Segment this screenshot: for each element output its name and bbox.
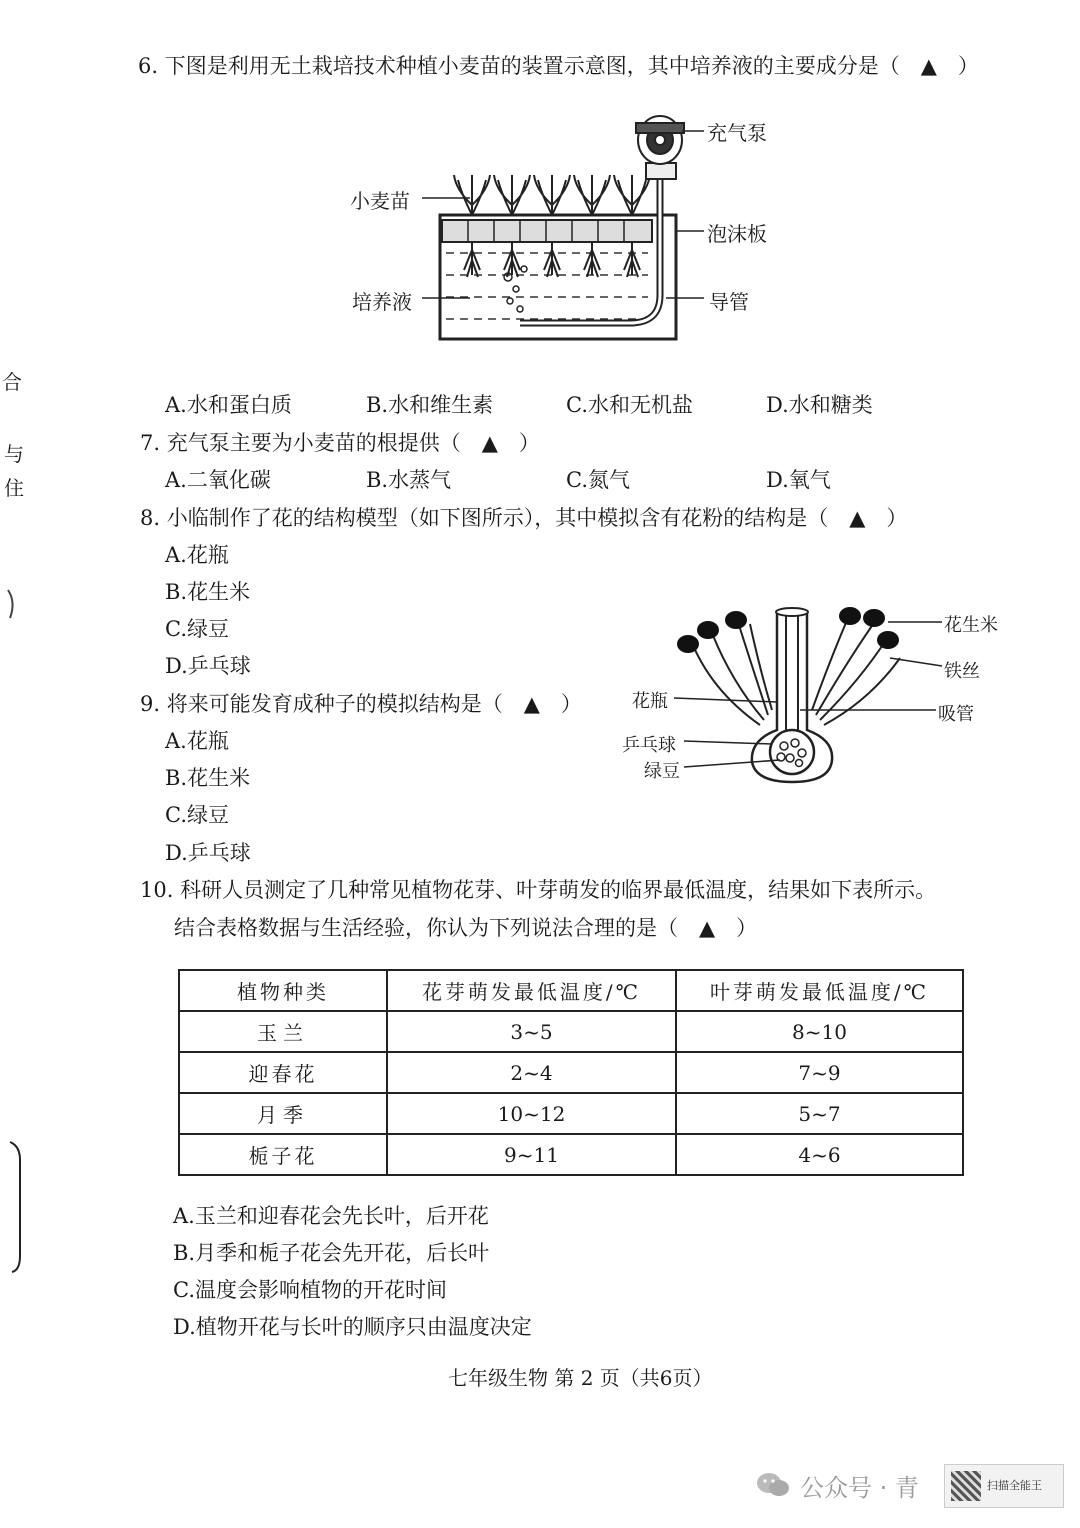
table-cell: 玉兰 [179,1011,387,1052]
label-solution: 培养液 [352,290,412,314]
q6-option-c: C.水和无机盐 [566,393,693,417]
q8-option-d: D.乒乓球 [165,654,251,678]
margin-char: 住 [4,476,24,500]
label-wire: 铁丝 [944,661,980,682]
q9-option-b: B.花生米 [165,766,251,790]
q8-stem: 8. 小临制作了花的结构模型（如下图所示），其中模拟含有花粉的结构是（ ▲ ） [140,506,908,530]
table-cell: 2~4 [387,1052,676,1093]
air-pump [636,116,684,179]
q6-option-a: A.水和蛋白质 [165,393,292,417]
table-cell: 4~6 [676,1134,963,1175]
table-cell: 栀子花 [179,1134,387,1175]
q9-stem: 9. 将来可能发育成种子的模拟结构是（ ▲ ） [140,692,582,716]
table-cell: 10~12 [387,1093,676,1134]
q9-option-d: D.乒乓球 [165,841,251,865]
table-header: 花芽萌发最低温度/℃ [387,970,676,1011]
margin-binding-marks [0,580,30,1280]
q7-option-b: B.水蒸气 [366,468,452,492]
margin-char: 合 [2,370,22,394]
table-row [179,1052,963,1093]
watermark-text: 公众号 · 青 [800,1474,919,1502]
table-row [179,1093,963,1134]
q9-option-c: C.绿豆 [165,803,229,827]
table-cell: 月季 [179,1093,387,1134]
label-mungbean: 绿豆 [644,761,680,782]
q10-stem-line1: 10. 科研人员测定了几种常见植物花芽、叶芽萌发的临界最低温度，结果如下表所示。 [140,878,937,902]
q7-option-d: D.氧气 [766,468,831,492]
q6-stem: 6. 下图是利用无土栽培技术种植小麦苗的装置示意图，其中培养液的主要成分是（ ▲ ） [138,54,979,78]
scanner-badge-label: 扫描全能王 [987,1479,1042,1492]
q10-option-d: D.植物开花与长叶的顺序只由温度决定 [173,1315,532,1339]
pingpong-ball [770,730,814,774]
label-peanut: 花生米 [944,615,998,636]
scanner-badge [944,1464,1064,1508]
page-footer: 七年级生物 第 2 页（共6页） [448,1366,713,1390]
q6-option-d: D.水和糖类 [766,393,873,417]
q6-option-b: B.水和维生素 [366,393,494,417]
q10-option-a: A.玉兰和迎春花会先长叶，后开花 [173,1204,489,1228]
qr-code-icon [951,1471,981,1501]
label-pump: 充气泵 [707,121,767,145]
table-header: 叶芽萌发最低温度/℃ [676,970,963,1011]
table-cell: 9~11 [387,1134,676,1175]
label-tube: 导管 [709,290,749,314]
foam-board [442,220,652,242]
label-vase: 花瓶 [632,691,668,712]
table-cell: 8~10 [676,1011,963,1052]
table-row [179,1134,963,1175]
q7-option-c: C.氮气 [566,468,630,492]
q7-option-a: A.二氧化碳 [165,468,271,492]
label-straw: 吸管 [938,704,974,725]
label-foam: 泡沫板 [707,222,767,246]
table-cell: 迎春花 [179,1052,387,1093]
q9-option-a: A.花瓶 [165,729,229,753]
table-cell: 5~7 [676,1093,963,1134]
q8-option-c: C.绿豆 [165,617,229,641]
q10-option-b: B.月季和栀子花会先开花，后长叶 [173,1241,490,1265]
table-cell: 7~9 [676,1052,963,1093]
table-header: 植物种类 [179,970,387,1011]
temperature-table [178,969,964,1176]
q10-stem-line2: 结合表格数据与生活经验，你认为下列说法合理的是（ ▲ ） [174,916,758,940]
label-pingpong: 乒乓球 [622,735,676,756]
q7-stem: 7. 充气泵主要为小麦苗的根提供（ ▲ ） [140,431,540,455]
q10-option-c: C.温度会影响植物的开花时间 [173,1278,447,1302]
wechat-icon [755,1470,791,1500]
table-cell: 3~5 [387,1011,676,1052]
margin-char: 与 [4,442,24,466]
q8-option-a: A.花瓶 [165,543,229,567]
q8-option-b: B.花生米 [165,580,251,604]
label-seedling: 小麦苗 [350,189,410,213]
table-header-row [179,970,963,1011]
table-row [179,1011,963,1052]
